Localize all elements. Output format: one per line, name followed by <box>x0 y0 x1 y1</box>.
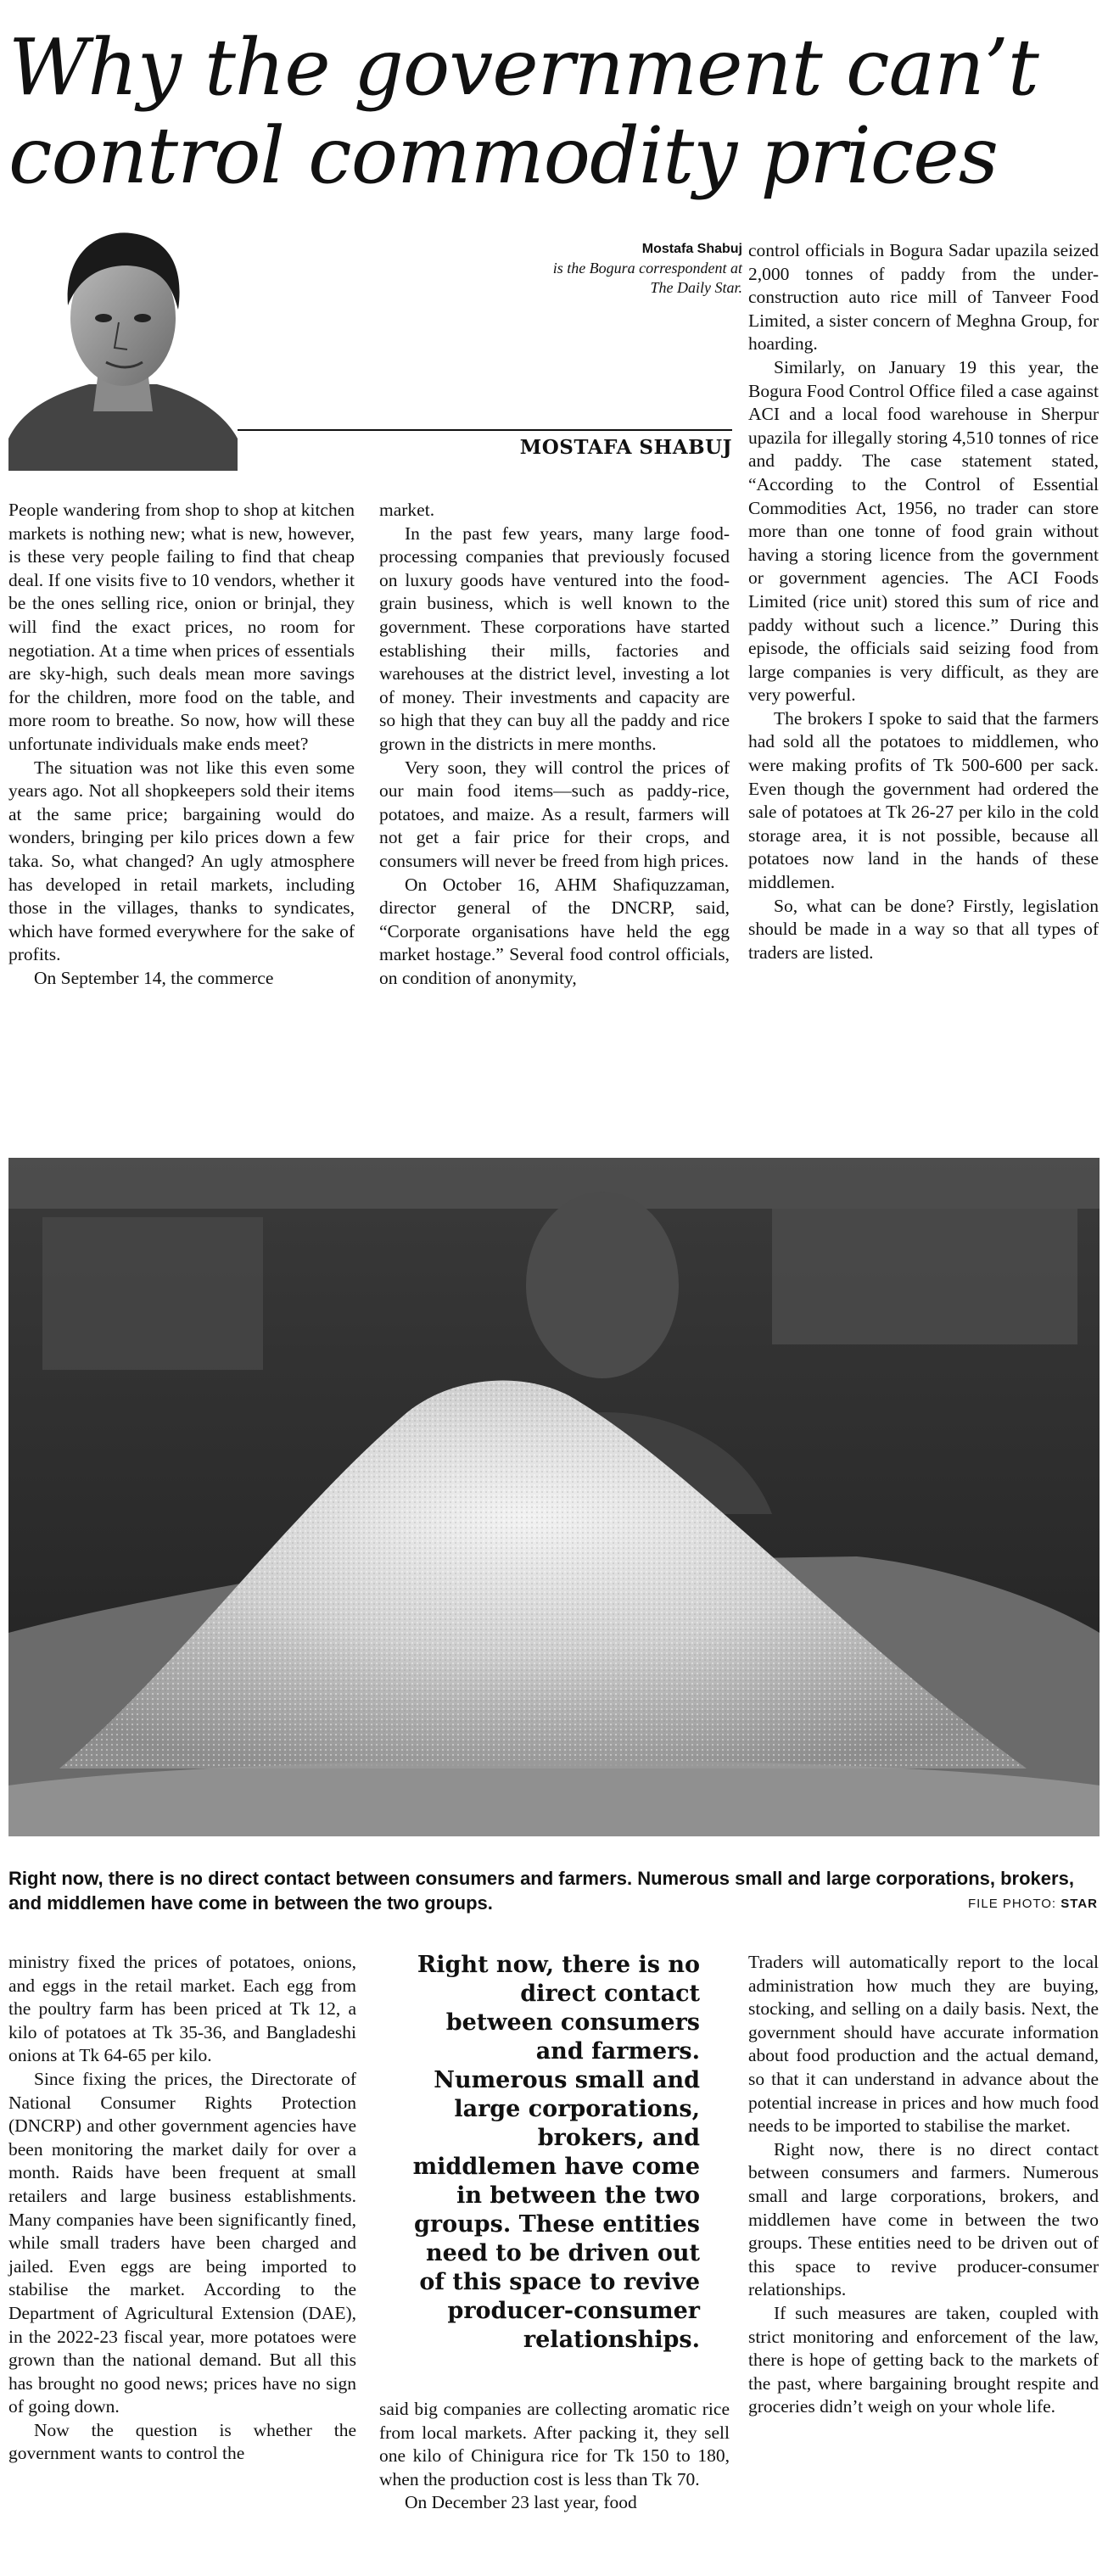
paragraph: Traders will automatically report to the local administration how much they are buying, stocking, and selling on a daily basis. Next, the government should have accurate information about food production and the actual demand, so that it can understand in advance about the potential increase in prices and how much food needs to be imported to stabilise the market. <box>748 1952 1099 2137</box>
column-2-bottom <box>379 2398 730 2515</box>
paragraph: On December 23 last year, food <box>405 2492 637 2513</box>
author-name: Mostafa Shabuj <box>641 242 742 256</box>
byline: MOSTAFA SHABUJ <box>519 436 732 459</box>
photo-caption: Right now, there is no direct contact between consumers and farmers. Numerous small and large corporations, brokers, and middlemen have come in between the two groups. <box>8 1868 1074 1914</box>
paragraph: People wandering from shop to shop at kitchen markets is nothing new; what is new, however, is these very people failing to find that cheap deal. If one visits five to 10 vendors, whether it be the ones selling rice, onion or brinjal, they will find the exact prices, no room for negotiation. At a time when prices of essentials are sky-high, such deals mean more savings for the children, more food on the table, and more room to breathe. So now, how will these unfortunate individuals make ends meet? <box>8 500 355 754</box>
author-info <box>441 239 742 298</box>
paragraph: So, what can be done? Firstly, legislation should be made in a way so that all types of traders are listed. <box>748 895 1099 963</box>
headline <box>8 24 1103 200</box>
paragraph: On October 16, AHM Shafiquzzaman, director general of the DNCRP, said, “Corporate organisations have held the egg market hostage.” Several food control officials, on condition of anonymity, <box>379 874 730 988</box>
paragraph: said big companies are collecting aromatic rice from local markets. After packing it, they sell one kilo of Chinigura rice for Tk 150 to 180, when the production cost is less than Tk 70. <box>379 2399 730 2489</box>
photo-credit-prefix: FILE PHOTO: <box>968 1897 1057 1911</box>
paragraph: Right now, there is no direct contact between consumers and farmers. Numerous small and large corporations, brokers, and middlemen have come in between the two groups. These entities need to be driven out of this space to revive producer-consumer relationships. <box>748 2138 1099 2300</box>
column-1-top <box>8 499 355 990</box>
paragraph: Similarly, on January 19 this year, the Bogura Food Control Office filed a case against ACI and a local food warehouse in Sherpur upazila for illegally storing 4,510 tonnes of rice and paddy. The case statement stated, “According to the Control of Essential Commodities Act, 1956, no trader can store more than one tonne of food grain without having a storing licence from the government or government agencies. The ACI Foods Limited (rice unit) stored this sum of rice and paddy without such a licence.” During this episode, the officials said seizing food from large companies is very difficult, as they are very powerful. <box>748 356 1099 706</box>
paragraph: The situation was not like this even some years ago. Not all shopkeepers sold their items at the same price; bargaining would do wonders, bringing per kilo prices down a few taka. So, what changed? An ugly atmosphere has developed in retail markets, including those in the villages, thanks to syndicates, which have formed everywhere for the sake of profits. <box>8 757 355 965</box>
paragraph: In the past few years, many large food-processing companies that previously focused on luxury goods have ventured into the food-grain business, which is well known to the government. These corporations have started establishing their mills, factories and warehouses at the district level, investing a lot of money. Their investments and capacity are so high that they can buy all the paddy and rice grown in the districts in mere months. <box>379 522 730 754</box>
author-portrait <box>8 216 238 471</box>
headline-line-1: Why the government can’t <box>8 22 1038 113</box>
paragraph: The brokers I spoke to said that the farmers had sold all the potatoes to middlemen, who were making profits of Tk 500-600 per sack. Even though the government had ordered the sale of potatoes at Tk 26-27 per kilo in the cold storage area, it is not possible, because all potatoes now land in the hands of these middlemen. <box>748 707 1099 893</box>
paragraph: Since fixing the prices, the Directorate of National Consumer Rights Protection (DNCRP) and other government agencies have been monitoring the market daily for over a month. Raids have been frequent at small retailers and large business establishments. Many companies have been significantly fined, while small traders have been charged and jailed. Even eggs are being imported to stabilise the market. According to the Department of Agricultural Extension (DAE), in the 2022-23 fiscal year, more potatoes were grown than the national demand. But all this has brought no good news; prices have no sign of going down. <box>8 2068 356 2417</box>
paragraph: Now the question is whether the government wants to control the <box>8 2419 356 2464</box>
paragraph: On September 14, the commerce <box>34 967 274 988</box>
pull-quote: Right now, there is no direct contact between consumers and farmers. Numerous small and large corporations, brokers, and middlemen have come in between the two groups. These entities need to be driven out of this space to revive producer-consumer relationships. <box>412 1952 700 2353</box>
author-bio-line-1: is the Bogura correspondent at <box>552 260 742 277</box>
paragraph: If such measures are taken, coupled with strict monitoring and enforcement of the law, there is hope of getting back to the markets of the past, where bargaining brought respite and groceries didn’t weigh on your whole life. <box>748 2302 1099 2417</box>
column-3-top <box>748 239 1099 964</box>
headline-line-2: control commodity prices <box>8 110 998 201</box>
paragraph: control officials in Bogura Sadar upazila seized 2,000 tonnes of paddy from the under-construction auto rice mill of Tanveer Food Limited, a sister concern of Meghna Group, for hoarding. <box>748 240 1099 355</box>
article-photo-sugar <box>8 1158 1100 1836</box>
photo-credit <box>968 1897 1098 1911</box>
photo-credit-source: STAR <box>1060 1897 1098 1911</box>
column-2-top <box>379 499 730 990</box>
paragraph: Very soon, they will control the prices of our main food items—such as paddy-rice, potatoes, and maize. As a result, farmers will not get a fair price for their crops, and consumers will never be freed from high prices. <box>379 757 730 871</box>
column-1-bottom <box>8 1951 356 2466</box>
paragraph: market. <box>379 500 435 520</box>
column-3-bottom <box>748 1951 1099 2419</box>
author-bio-line-2: The Daily Star. <box>650 279 742 296</box>
paragraph: ministry fixed the prices of potatoes, onions, and eggs in the retail market. Each egg from the poultry farm has been priced at Tk 12, a kilo of potatoes at Tk 35-36, and Bangladeshi onions at Tk 64-65 per kilo. <box>8 1952 356 2066</box>
byline-rule <box>238 429 732 431</box>
